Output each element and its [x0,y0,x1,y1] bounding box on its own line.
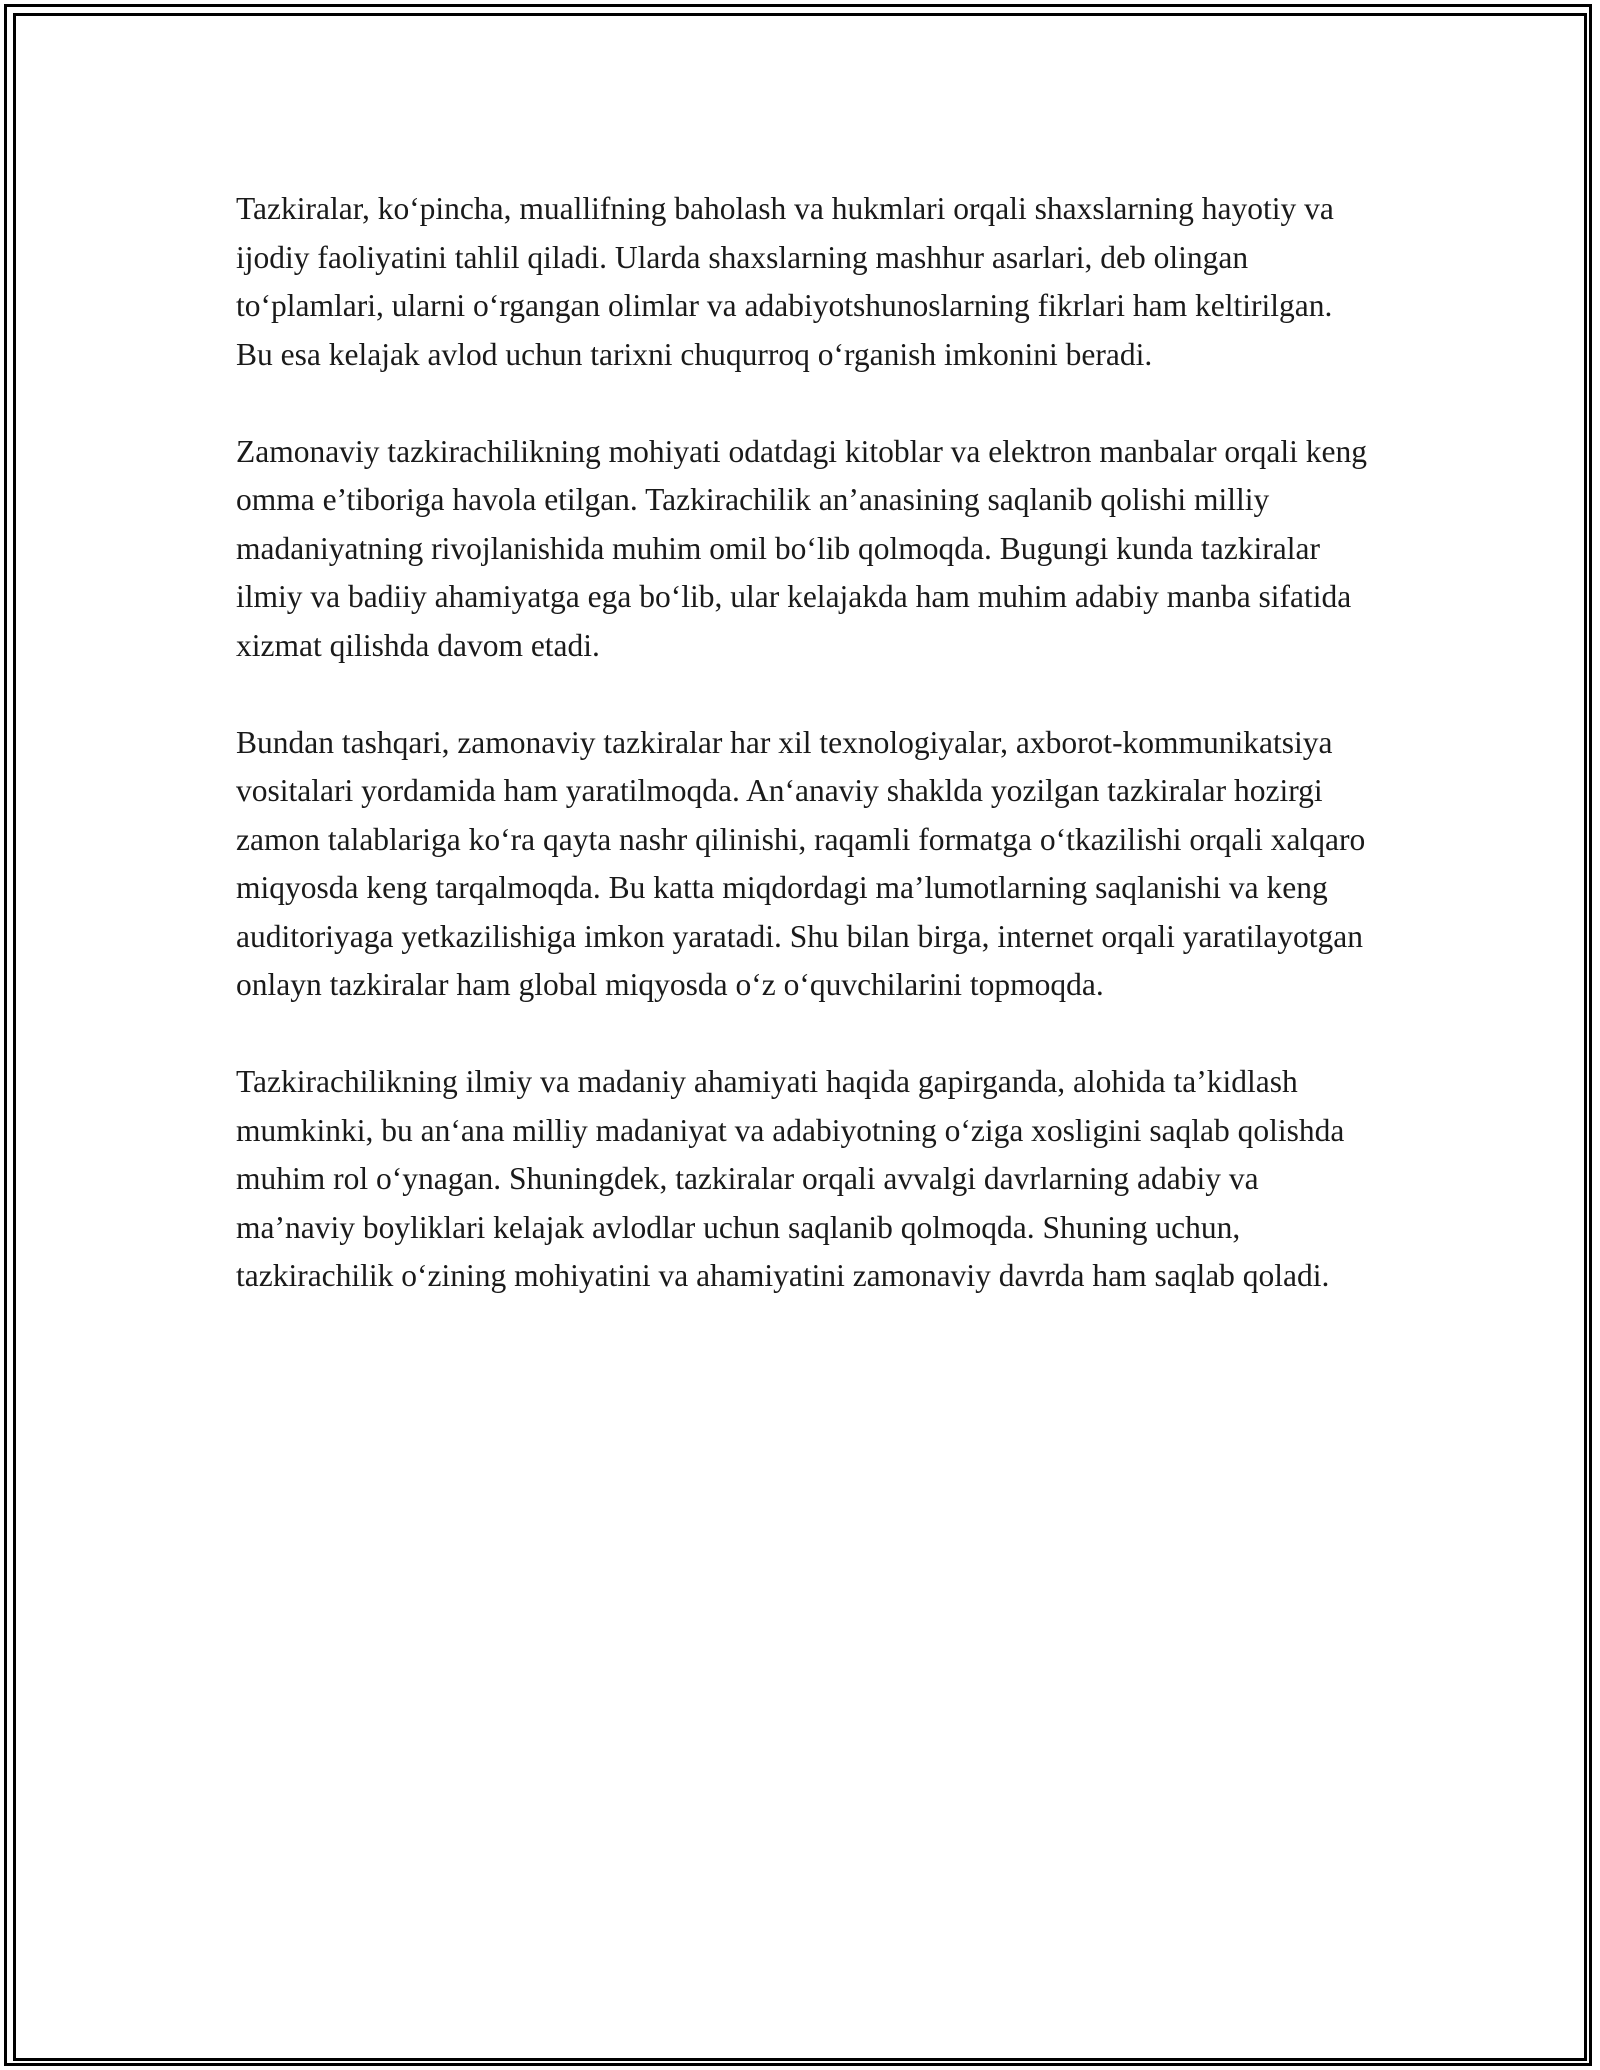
paragraph-2: Zamonaviy tazkirachilikning mohiyati odatdagi kitoblar va elektron manbalar orqali keng omma e’tiboriga havola etilgan. Tazkirachilik an’anasining saqlanib qolishi milliy madaniyatning rivojlanishida muhim omil bo‘lib qolmoqda. Bugungi kunda tazkiralar ilmiy va badiiy ahamiyatga ega bo‘lib, ular kelajakda ham muhim adabiy manba sifatida xizmat qilishda davom etadi. [236,433,1368,663]
paragraph-3: Bundan tashqari, zamonaviy tazkiralar har xil texnologiyalar, axborot-kommunikatsiya vositalari yordamida ham yaratilmoqda. An‘anaviy shaklda yozilgan tazkiralar hozirgi zamon talablariga ko‘ra qayta nashr qilinishi, raqamli formatga o‘tkazilishi orqali xalqaro miqyosda keng tarqalmoqda. Bu katta miqdordagi ma’lumotlarning saqlanishi va keng auditoriyaga yetkazilishiga imkon yaratadi. Shu bilan birga, internet orqali yaratilayotgan onlayn tazkiralar ham global miqyosda o‘z o‘quvchilarini topmoqda. [236,724,1366,1002]
paragraph-1: Tazkiralar, ko‘pincha, muallifning baholash va hukmlari orqali shaxslarning hayotiy va ijodiy faoliyatini tahlil qiladi. Ularda shaxslarning mashhur asarlari, deb olingan to‘plamlari, ularni o‘rgangan olimlar va adabiyotshunoslarning fikrlari ham keltirilgan. Bu esa kelajak avlod uchun tarixni chuqurroq o‘rganish imkonini beradi. [236,191,1334,372]
document-body [236,185,1376,1301]
paragraph-4: Tazkirachilikning ilmiy va madaniy ahamiyati haqida gapirganda, alohida ta’kidlash mumkinki, bu an‘ana milliy madaniyat va adabiyotning o‘ziga xosligini saqlab qolishda muhim rol o‘ynagan. Shuningdek, tazkiralar orqali avvalgi davrlarning adabiy va ma’naviy boyliklari kelajak avlodlar uchun saqlanib qolmoqda. Shuning uchun, tazkirachilik o‘zining mohiyatini va ahamiyatini zamonaviy davrda ham saqlab qoladi. [236,1064,1345,1293]
